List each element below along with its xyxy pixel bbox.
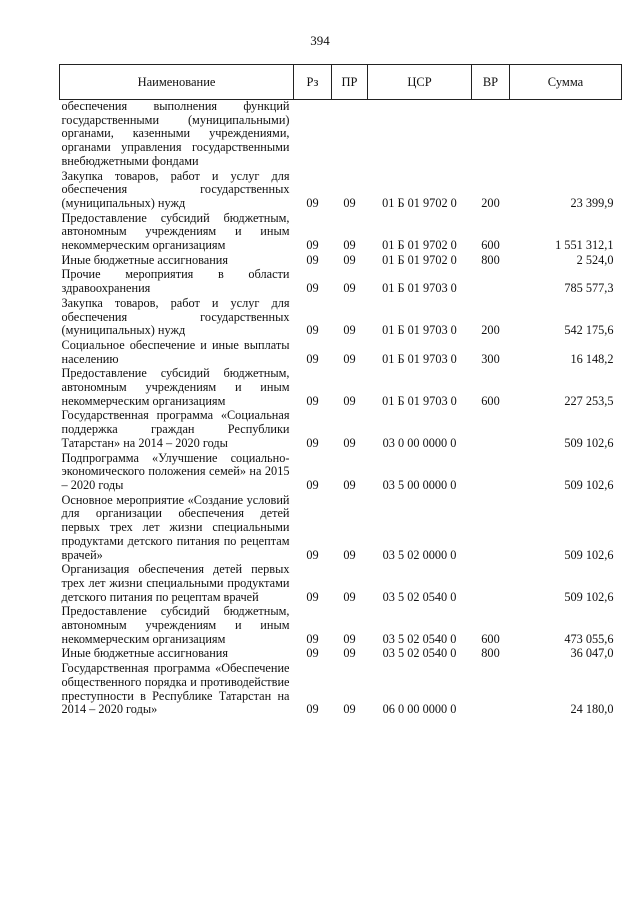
- cell-name: Предоставление субсидий бюджетным, автономным учреждениям и иным некоммерческим организациям: [61, 366, 290, 408]
- header-name: Наименование: [60, 65, 294, 100]
- cell-sum: 509 102,6: [564, 547, 614, 562]
- cell-pr: 09: [343, 702, 356, 717]
- cell-vr: 300: [481, 351, 500, 366]
- cell-name: Основное мероприятие «Создание условий для организации обеспечения детей первых трех лет жизни специальными продуктами детского питания по рецептам врачей»: [61, 492, 290, 562]
- cell-sum: [510, 100, 622, 170]
- cell-csr: 03 5 02 0540 0: [382, 631, 457, 646]
- cell-vr: 600: [481, 238, 500, 253]
- header-csr: ЦСР: [368, 65, 472, 100]
- cell-vr: [472, 452, 510, 494]
- cell-pr: 09: [343, 323, 356, 338]
- cell-sum: 36 047,0: [570, 646, 614, 661]
- cell-pr: 09: [343, 646, 356, 661]
- cell-sum: 509 102,6: [564, 589, 614, 604]
- cell-vr: 200: [481, 195, 500, 210]
- cell-name: Подпрограмма «Улучшение социально-экономического положения семей» на 2015 – 2020 годы: [61, 450, 290, 492]
- cell-name: Закупка товаров, работ и услуг для обеспечения государственных (муниципальных) нужд: [61, 168, 290, 210]
- cell-sum: 24 180,0: [570, 702, 614, 717]
- cell-name: Прочие мероприятия в области здравоохранения: [61, 267, 290, 296]
- table-row: [60, 297, 622, 339]
- cell-rz: 09: [306, 281, 319, 296]
- cell-pr: 09: [343, 195, 356, 210]
- cell-rz: 09: [306, 631, 319, 646]
- cell-rz: 09: [306, 252, 319, 267]
- cell-rz: 09: [306, 589, 319, 604]
- cell-rz: 09: [306, 238, 319, 253]
- cell-vr: [472, 494, 510, 564]
- cell-csr: 01 Б 01 9702 0: [382, 238, 457, 253]
- cell-rz: 09: [306, 646, 319, 661]
- cell-rz: 09: [306, 323, 319, 338]
- cell-name: обеспечения выполнения функций государственными (муниципальными) органами, казенными учреждениями, органами управления государственными внебюджетными фондами: [61, 99, 290, 168]
- budget-table-container: [59, 64, 621, 718]
- cell-sum: 509 102,6: [564, 477, 614, 492]
- table-row: [60, 563, 622, 605]
- cell-rz: 09: [306, 435, 319, 450]
- cell-csr: 03 5 02 0540 0: [382, 646, 457, 661]
- cell-csr: 01 Б 01 9702 0: [382, 252, 457, 267]
- cell-name: Предоставление субсидий бюджетным, автономным учреждениям и иным некоммерческим организациям: [61, 604, 290, 646]
- cell-rz: 09: [306, 477, 319, 492]
- cell-pr: [332, 100, 368, 170]
- cell-pr: 09: [343, 435, 356, 450]
- cell-name: Иные бюджетные ассигнования: [61, 252, 229, 267]
- cell-rz: 09: [306, 547, 319, 562]
- cell-sum: 2 524,0: [576, 252, 614, 267]
- cell-pr: 09: [343, 281, 356, 296]
- table-row: [60, 212, 622, 254]
- cell-csr: 03 5 00 0000 0: [382, 477, 457, 492]
- cell-pr: 09: [343, 238, 356, 253]
- cell-rz: [294, 100, 332, 170]
- cell-csr: 01 Б 01 9703 0: [382, 281, 457, 296]
- table-row: [60, 647, 622, 662]
- cell-pr: 09: [343, 477, 356, 492]
- table-row: [60, 409, 622, 451]
- cell-csr: 01 Б 01 9702 0: [382, 195, 457, 210]
- cell-rz: 09: [306, 195, 319, 210]
- cell-csr: 01 Б 01 9703 0: [382, 351, 457, 366]
- cell-sum: 1 551 312,1: [555, 238, 614, 253]
- cell-vr: [472, 409, 510, 451]
- cell-vr: [472, 662, 510, 718]
- table-row: [60, 170, 622, 212]
- header-rz: Рз: [294, 65, 332, 100]
- table-row: [60, 268, 622, 296]
- cell-name: Государственная программа «Обеспечение общественного порядка и противодействие преступности в Республике Татарстан на 2014 – 2020 годы»: [61, 661, 290, 717]
- table-row: [60, 100, 622, 170]
- table-row: [60, 367, 622, 409]
- cell-csr: 03 5 02 0000 0: [382, 547, 457, 562]
- cell-vr: [472, 100, 510, 170]
- cell-sum: 509 102,6: [564, 435, 614, 450]
- cell-sum: 785 577,3: [564, 281, 614, 296]
- cell-vr: 200: [481, 323, 500, 338]
- cell-name: Иные бюджетные ассигнования: [61, 646, 229, 661]
- table-row: [60, 662, 622, 718]
- cell-rz: 09: [306, 393, 319, 408]
- cell-sum: 227 253,5: [564, 393, 614, 408]
- page-number: 394: [310, 33, 330, 48]
- cell-vr: [472, 563, 510, 605]
- cell-name: Закупка товаров, работ и услуг для обеспечения государственных (муниципальных) нужд: [61, 295, 290, 338]
- table-header-row: [60, 65, 622, 100]
- table-body: [60, 100, 622, 718]
- cell-vr: 800: [481, 252, 500, 267]
- cell-name: Государственная программа «Социальная поддержка граждан Республики Татарстан» на 2014 – 2020 годы: [61, 408, 290, 450]
- cell-name: Социальное обеспечение и иные выплаты населению: [61, 337, 290, 366]
- cell-pr: 09: [343, 589, 356, 604]
- cell-vr: 600: [481, 631, 500, 646]
- header-sum: Сумма: [510, 65, 622, 100]
- cell-sum: 473 055,6: [564, 631, 614, 646]
- budget-table: [59, 64, 622, 718]
- cell-csr: 03 0 00 0000 0: [382, 435, 457, 450]
- cell-pr: 09: [343, 631, 356, 646]
- cell-pr: 09: [343, 547, 356, 562]
- cell-name: Предоставление субсидий бюджетным, автономным учреждениям и иным некоммерческим организациям: [61, 210, 290, 253]
- table-row: [60, 339, 622, 367]
- cell-csr: 03 5 02 0540 0: [382, 589, 457, 604]
- cell-name: Организация обеспечения детей первых трех лет жизни специальными продуктами детского питания по рецептам врачей: [61, 562, 290, 604]
- table-row: [60, 452, 622, 494]
- cell-csr: 01 Б 01 9703 0: [382, 323, 457, 338]
- cell-pr: 09: [343, 252, 356, 267]
- cell-pr: 09: [343, 393, 356, 408]
- cell-sum: 23 399,9: [570, 195, 614, 210]
- header-pr: ПР: [332, 65, 368, 100]
- cell-csr: 01 Б 01 9703 0: [382, 393, 457, 408]
- cell-csr: [368, 100, 472, 170]
- cell-rz: 09: [306, 351, 319, 366]
- cell-csr: 06 0 00 0000 0: [382, 702, 457, 717]
- cell-vr: 600: [481, 393, 500, 408]
- cell-rz: 09: [306, 702, 319, 717]
- cell-sum: 542 175,6: [564, 323, 614, 338]
- table-row: [60, 254, 622, 269]
- cell-sum: 16 148,2: [570, 351, 614, 366]
- table-row: [60, 494, 622, 564]
- cell-vr: 800: [481, 646, 500, 661]
- header-vr: ВР: [472, 65, 510, 100]
- cell-vr: [472, 268, 510, 296]
- cell-pr: 09: [343, 351, 356, 366]
- table-row: [60, 605, 622, 647]
